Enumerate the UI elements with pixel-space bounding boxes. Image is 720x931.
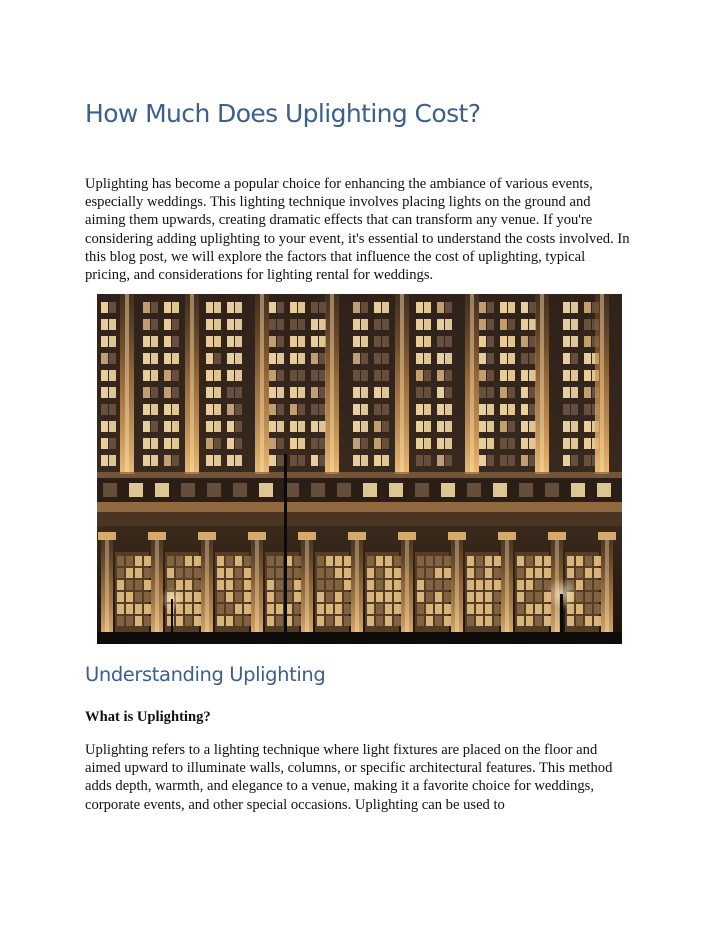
building-facade-icon [97, 294, 622, 644]
intro-paragraph: Uplighting has become a popular choice for enhancing the ambiance of various events, especially weddings. This lighting technique involves placing lights on the ground and aiming them upwards, creating dramatic effects that can transform any venue. If you're considering adding uplighting to your event, it's essential to understand the costs involved. In this blog post, we will explore the factors that influence the cost of uplighting, typical pricing, and considerations for lighting rental for weddings. [85, 176, 630, 284]
page-title: How Much Does Uplighting Cost? [85, 99, 481, 128]
uplit-building-photo [97, 294, 622, 644]
section-paragraph: Uplighting refers to a lighting technique where light fixtures are placed on the floor and aimed upward to illuminate walls, columns, or specific architectural features. This method adds depth, warmth, and elegance to a venue, making it a favorite choice for weddings, corporate events, and other special occasions. Uplighting can be used to [85, 742, 613, 813]
section-heading: Understanding Uplighting [85, 663, 326, 686]
subsection-heading: What is Uplighting? [85, 709, 211, 725]
